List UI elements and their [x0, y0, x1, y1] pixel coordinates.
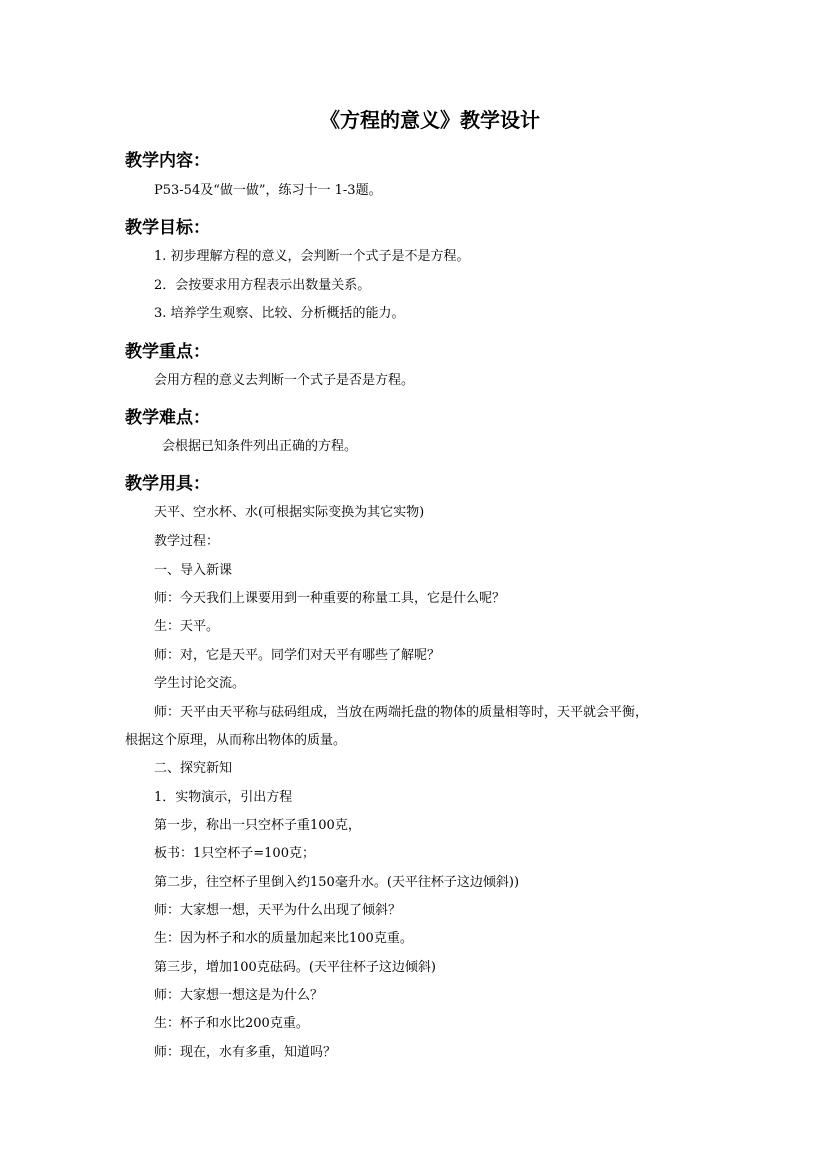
teaching-content-text: P53-54及“做一做”，练习十一 1-3题。: [154, 183, 382, 198]
tools-text: 天平、空水杯、水(可根据实际变换为其它实物): [154, 505, 425, 520]
heading-key-point: 教学重点：: [125, 342, 210, 362]
heading-teaching-goals: 教学目标：: [125, 218, 210, 238]
process-line: 第二步，往空杯子里倒入约150毫升水。(天平往杯子这边倾斜)): [154, 875, 520, 890]
process-line: 师：大家想一想这是为什么？: [154, 988, 324, 1003]
difficulty-text: 会根据已知条件列出正确的方程。: [162, 439, 358, 454]
process-line: 生：天平。: [154, 619, 220, 634]
process-label: 教学过程：: [154, 534, 220, 549]
process-line: 1．实物演示，引出方程: [154, 790, 293, 805]
process-line: 师：对，它是天平。同学们对天平有哪些了解呢？: [154, 648, 441, 663]
heading-difficulty: 教学难点：: [125, 408, 210, 428]
process-line: 师：天平由天平称与砝码组成，当放在两端托盘的物体的质量相等时，天平就会平衡，: [154, 705, 649, 720]
process-line: 学生讨论交流。: [154, 676, 246, 691]
process-line: 师：现在，水有多重，知道吗？: [154, 1045, 337, 1060]
heading-teaching-content: 教学内容：: [125, 151, 210, 171]
process-line: 一、导入新课: [154, 563, 233, 578]
goal-item-1: 1. 初步理解方程的意义，会判断一个式子是不是方程。: [154, 249, 470, 264]
process-line: 根据这个原理，从而称出物体的质量。: [125, 733, 347, 748]
goal-item-2: 2．会按要求用方程表示出数量关系。: [154, 278, 371, 293]
process-line: 二、探究新知: [154, 761, 233, 776]
goal-item-3: 3. 培养学生观察、比较、分析概括的能力。: [154, 306, 405, 321]
process-line: 第三步，增加100克砝码。(天平往杯子这边倾斜): [154, 960, 436, 975]
key-point-text: 会用方程的意义去判断一个式子是否是方程。: [154, 373, 415, 388]
heading-tools: 教学用具：: [125, 474, 210, 494]
process-line: 师：大家想一想，天平为什么出现了倾斜？: [154, 903, 402, 918]
process-line: 第一步，称出一只空杯子重100克，: [154, 818, 361, 833]
process-line: 生：因为杯子和水的质量加起来比100克重。: [154, 931, 413, 946]
process-line: 生：杯子和水比200克重。: [154, 1016, 309, 1031]
document-title: 《方程的意义》教学设计: [320, 108, 540, 132]
process-line: 师：今天我们上课要用到一种重要的称量工具，它是什么呢？: [154, 591, 506, 606]
process-line: 板书：1只空杯子=100克；: [154, 846, 315, 861]
